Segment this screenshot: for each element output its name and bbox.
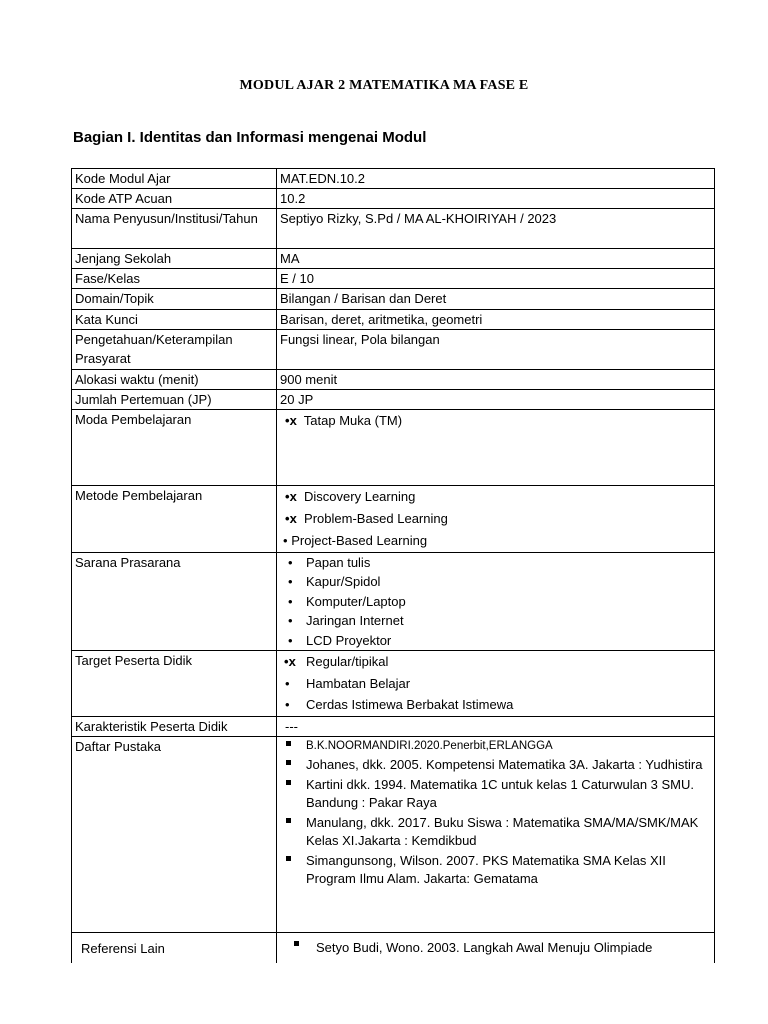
list-item: Johanes, dkk. 2005. Kompetensi Matematika 3A. Jakarta : Yudhistira <box>280 756 711 775</box>
row-label: Domain/Topik <box>72 289 277 310</box>
list-item: •x Regular/tipikal <box>280 651 711 673</box>
row-value: Barisan, deret, aritmetika, geometri <box>277 310 715 330</box>
table-row <box>72 249 715 269</box>
row-label: Karakteristik Peserta Didik <box>72 717 277 737</box>
check-mark: •x <box>284 654 296 669</box>
document-title: MODUL AJAR 2 MATEMATIKA MA FASE E <box>239 78 529 93</box>
bullet-icon: • <box>283 533 288 548</box>
row-value: 900 menit <box>277 370 715 390</box>
table-row <box>72 330 715 370</box>
list-item: Manulang, dkk. 2017. Buku Siswa : Matematika SMA/MA/SMK/MAK Kelas XI.Jakarta : Kemdikbud <box>280 814 711 851</box>
row-value: MA <box>277 249 715 269</box>
table-row <box>72 553 715 651</box>
list-item: B.K.NOORMANDIRI.2020.Penerbit,ERLANGGA <box>280 737 711 755</box>
table-row <box>72 310 715 330</box>
list-item: • Hambatan Belajar <box>280 673 711 695</box>
metode-list <box>280 486 711 552</box>
table-row <box>72 169 715 189</box>
list-item: • LCD Proyektor <box>280 631 711 650</box>
row-label: Referensi Lain <box>72 933 277 963</box>
table-row <box>72 410 715 486</box>
module-identity-table <box>71 168 715 963</box>
table-row <box>72 486 715 553</box>
row-label: Kata Kunci <box>72 310 277 330</box>
table-row <box>72 390 715 410</box>
row-value <box>277 410 715 486</box>
bullet-icon: • <box>288 574 293 590</box>
table-row <box>72 737 715 933</box>
row-label: Nama Penyusun/Institusi/Tahun <box>72 209 277 249</box>
row-label: Jumlah Pertemuan (JP) <box>72 390 277 410</box>
bullet-icon: • <box>285 489 290 504</box>
list-item: • Jaringan Internet <box>280 611 711 630</box>
bullet-icon: • <box>285 511 290 526</box>
pustaka-list <box>280 737 711 889</box>
list-item: •x Problem-Based Learning <box>280 508 711 530</box>
square-bullet-icon <box>286 741 291 746</box>
row-label: Alokasi waktu (menit) <box>72 370 277 390</box>
row-label: Metode Pembelajaran <box>72 486 277 553</box>
row-label: Target Peserta Didik <box>72 651 277 717</box>
row-label: Pengetahuan/Keterampilan Prasyarat <box>72 330 277 370</box>
list-item: • Komputer/Laptop <box>280 592 711 611</box>
table-row <box>72 651 715 717</box>
row-value: Fungsi linear, Pola bilangan <box>277 330 715 370</box>
row-label: Kode Modul Ajar <box>72 169 277 189</box>
row-value <box>277 486 715 553</box>
list-item: Kartini dkk. 1994. Matematika 1C untuk kelas 1 Caturwulan 3 SMU. Bandung : Pakar Raya <box>280 776 711 813</box>
row-value <box>277 933 715 963</box>
square-bullet-icon <box>294 941 299 946</box>
square-bullet-icon <box>286 760 291 765</box>
row-value: Septiyo Rizky, S.Pd / MA AL-KHOIRIYAH / 2023 <box>277 209 715 249</box>
square-bullet-icon <box>286 856 291 861</box>
row-value: 10.2 <box>277 189 715 209</box>
row-label: Fase/Kelas <box>72 269 277 289</box>
list-item: • Kapur/Spidol <box>280 572 711 591</box>
row-label: Kode ATP Acuan <box>72 189 277 209</box>
moda-list <box>280 410 711 432</box>
list-item: Simangunsong, Wilson. 2007. PKS Matematika SMA Kelas XII Program Ilmu Alam. Jakarta: Gematama <box>280 852 711 889</box>
bullet-icon: • <box>285 697 290 713</box>
bullet-icon: • <box>288 613 293 629</box>
row-label: Moda Pembelajaran <box>72 410 277 486</box>
check-mark: x <box>289 413 297 428</box>
row-value <box>277 737 715 933</box>
row-label: Jenjang Sekolah <box>72 249 277 269</box>
sarana-list <box>280 553 711 650</box>
referensi-list <box>280 939 711 958</box>
table-row <box>72 933 715 963</box>
bullet-icon: • <box>288 632 293 648</box>
section-heading: Bagian I. Identitas dan Informasi mengenai Modul <box>73 129 427 146</box>
row-value: MAT.EDN.10.2 <box>277 169 715 189</box>
table-row <box>72 289 715 310</box>
target-list <box>280 651 711 716</box>
row-value: Bilangan / Barisan dan Deret <box>277 289 715 310</box>
table-row <box>72 717 715 737</box>
row-value: E / 10 <box>277 269 715 289</box>
row-value <box>277 553 715 651</box>
list-item: •x Discovery Learning <box>280 486 711 508</box>
list-item: • Project-Based Learning <box>283 533 428 548</box>
row-label: Sarana Prasarana <box>72 553 277 651</box>
table-row <box>72 189 715 209</box>
row-value: 20 JP <box>277 390 715 410</box>
bullet-icon: • <box>285 675 290 691</box>
table-row <box>72 269 715 289</box>
list-item: • Papan tulis <box>280 553 711 572</box>
row-label: Daftar Pustaka <box>72 737 277 933</box>
list-item: •x Tatap Muka (TM) <box>280 410 711 432</box>
check-mark: x <box>289 489 297 504</box>
table-row <box>72 209 715 249</box>
row-value: --- <box>277 717 715 737</box>
bullet-icon: • <box>285 413 290 428</box>
row-value <box>277 651 715 717</box>
table-row <box>72 370 715 390</box>
square-bullet-icon <box>286 780 291 785</box>
list-item: • Cerdas Istimewa Berbakat Istimewa <box>280 694 711 716</box>
square-bullet-icon <box>286 818 291 823</box>
bullet-icon: • <box>288 593 293 609</box>
bullet-icon: • <box>288 555 293 570</box>
check-mark: x <box>289 511 297 526</box>
list-item: Setyo Budi, Wono. 2003. Langkah Awal Menuju Olimpiade <box>280 939 711 958</box>
